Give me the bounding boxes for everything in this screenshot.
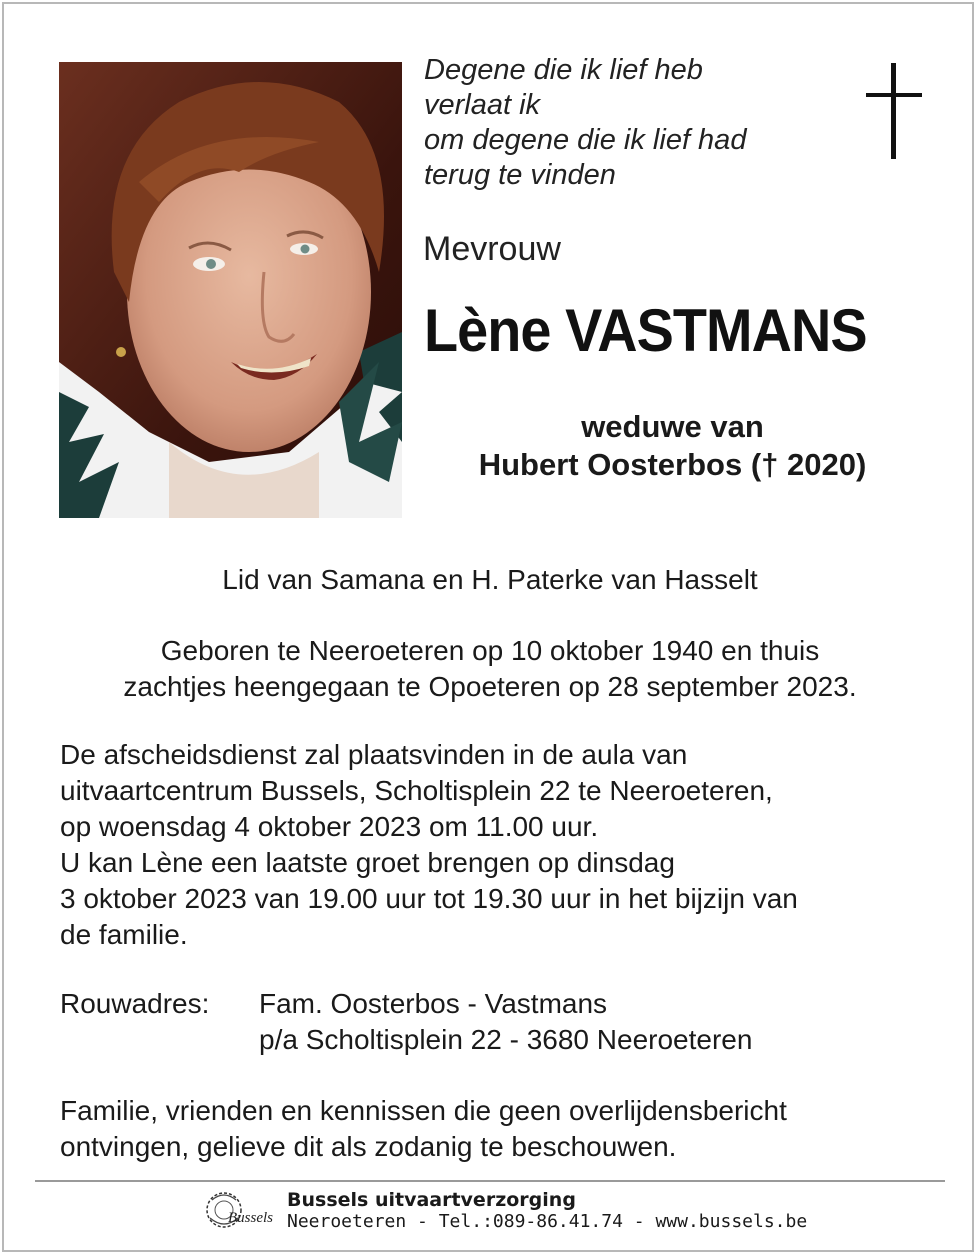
cross-icon: [866, 63, 922, 159]
poem-line: verlaat ik: [424, 89, 541, 121]
poem-line: om degene die ik lief had: [424, 124, 747, 156]
service-line: De afscheidsdienst zal plaatsvinden in de aula van: [60, 739, 688, 770]
service-line: 3 oktober 2023 van 19.00 uur tot 19.30 uur in het bijzijn van: [60, 883, 798, 914]
address-line: p/a Scholtisplein 22 - 3680 Neeroeteren: [259, 1024, 753, 1055]
service-line: uitvaartcentrum Bussels, Scholtisplein 22 te Neeroeteren,: [60, 775, 773, 806]
closing-line: Familie, vrienden en kennissen die geen overlijdensbericht: [60, 1095, 787, 1126]
company-name: Bussels uitvaartverzorging: [287, 1189, 576, 1211]
footer-divider: [35, 1180, 945, 1182]
widow-label: weduwe van: [581, 409, 764, 444]
birth-death-line: Geboren te Neeroeteren op 10 oktober 1940 en thuis: [160, 635, 820, 666]
address-line: Fam. Oosterbos - Vastmans: [259, 988, 608, 1019]
closing-line: ontvingen, gelieve dit als zodanig te beschouwen.: [60, 1131, 677, 1162]
logo-text: Bussels: [228, 1210, 273, 1226]
service-line: de familie.: [60, 919, 188, 950]
birth-death-line: zachtjes heengegaan te Opoeteren op 28 september 2023.: [123, 671, 857, 702]
closing-note: [60, 1093, 940, 1165]
birth-death-text: [40, 633, 940, 705]
honorific: Mevrouw: [423, 230, 561, 268]
widow-statement: [400, 408, 945, 484]
deceased-name: Lène VASTMANS: [424, 297, 867, 364]
funeral-home-footer: [287, 1189, 807, 1233]
address-label: Rouwadres:: [60, 988, 210, 1019]
poem-line: Degene die ik lief heb: [424, 54, 703, 86]
service-line: op woensdag 4 oktober 2023 om 11.00 uur.: [60, 811, 599, 842]
portrait-photo: [59, 62, 402, 518]
bussels-logo-icon: [204, 1188, 276, 1236]
service-details: [60, 737, 940, 953]
memorial-poem: [424, 53, 844, 193]
poem-line: terug te vinden: [424, 159, 616, 191]
membership-text: Lid van Samana en H. Paterke van Hasselt: [222, 564, 758, 595]
company-contact: Neeroeteren - Tel.:089-86.41.74 - www.bussels.be: [287, 1211, 808, 1232]
spouse-name: Hubert Oosterbos († 2020): [478, 447, 867, 482]
service-line: U kan Lène een laatste groet brengen op dinsdag: [60, 847, 675, 878]
